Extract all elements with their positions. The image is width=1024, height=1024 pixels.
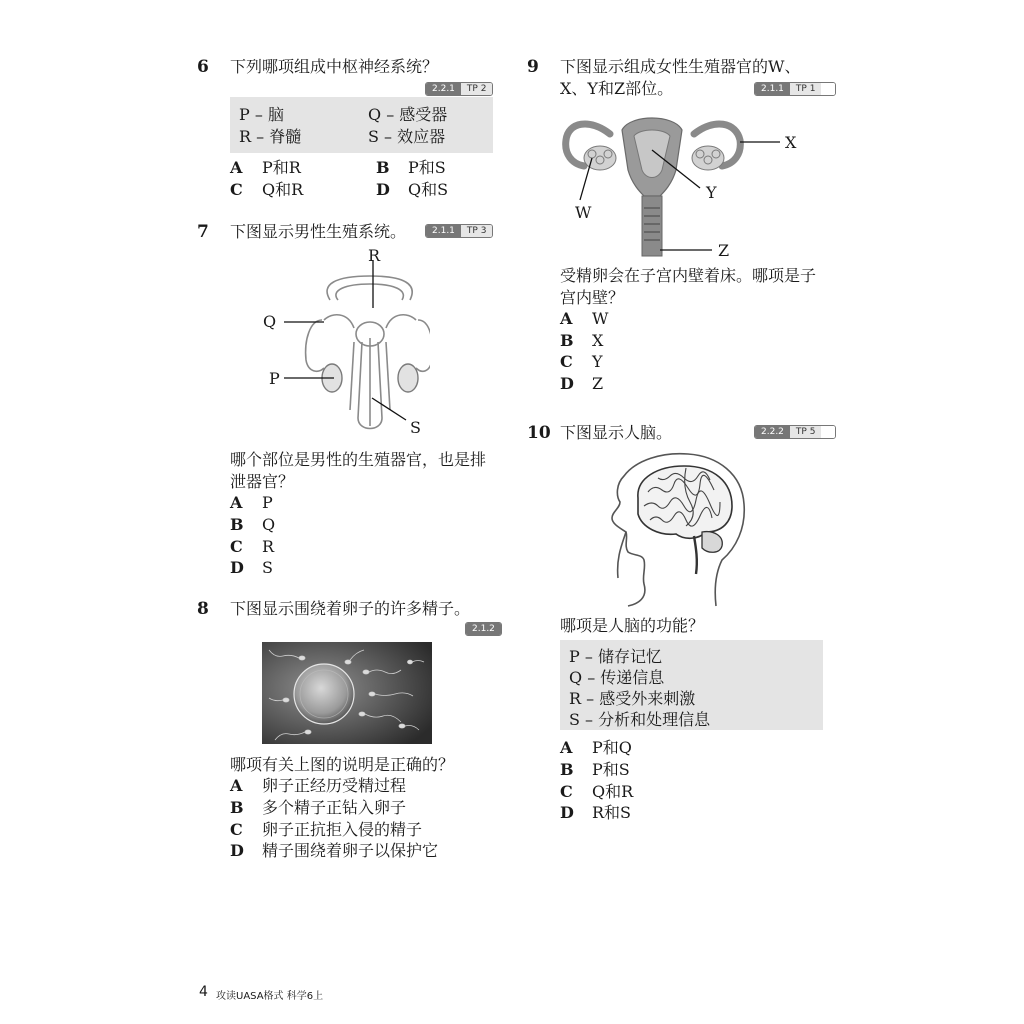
label-q: Q (263, 312, 277, 331)
statement-r: R – 脊髓 (239, 127, 302, 146)
tp-level: TP 2 (461, 83, 493, 95)
question-7-prompt-line-1: 哪个部位是男性的生殖器官，也是排 (230, 450, 487, 469)
question-10-option-a[interactable]: A P和Q (560, 738, 632, 757)
label-y: Y (706, 183, 717, 202)
statement-p: P – 储存记忆 (569, 647, 662, 666)
question-9-prompt-line-2: 宫内壁？ (560, 288, 625, 307)
syllabus-code: 2.2.2 (755, 426, 790, 438)
question-6-number: 6 (197, 57, 209, 77)
bladder-outline (327, 276, 412, 300)
question-6-option-d[interactable]: D Q和S (376, 180, 449, 199)
question-9-option-b[interactable]: B X (560, 331, 604, 350)
syllabus-code: 2.2.1 (426, 83, 461, 95)
question-10-option-c[interactable]: C Q和R (560, 782, 634, 801)
question-8-stem: 下图显示围绕着卵子的许多精子。 (230, 599, 471, 618)
question-9-option-a[interactable]: A W (560, 309, 609, 328)
question-10-statements-box (560, 640, 823, 730)
egg-and-sperm-photo (262, 642, 432, 744)
question-6-stem: 下列哪项组成中枢神经系统？ (230, 57, 439, 76)
page-number: 4 (199, 984, 208, 1000)
female-reproductive-system-diagram (560, 110, 800, 260)
book-title: 攻读UASA格式 科学6上 (216, 991, 324, 1002)
right-ovary (692, 146, 724, 170)
question-10-number: 10 (527, 423, 551, 443)
male-reproductive-system-diagram (258, 242, 430, 438)
right-testis (398, 364, 418, 392)
question-7-option-c[interactable]: C R (230, 537, 275, 556)
left-duct (306, 320, 324, 371)
question-9-prompt-line-1: 受精卵会在子宫内壁着床。哪项是子 (560, 266, 817, 285)
question-8-option-b[interactable]: B 多个精子正钻入卵子 (230, 798, 407, 817)
question-9-stem-line-1: 下图显示组成女性生殖器官的W、 (560, 57, 801, 76)
human-brain-illustration (598, 448, 758, 608)
tp-level: TP 3 (461, 225, 493, 237)
question-8-tag (465, 622, 502, 636)
label-s: S (410, 418, 421, 437)
question-9-option-c[interactable]: C Y (560, 352, 603, 371)
question-6-option-b[interactable]: B P和S (376, 158, 446, 177)
face-outline (626, 532, 645, 606)
question-7-option-d[interactable]: D S (230, 558, 273, 577)
question-7-tag (425, 224, 493, 238)
question-6-statements-box (230, 97, 493, 153)
tp-level: TP 5 (790, 426, 822, 438)
syllabus-code: 2.1.1 (755, 83, 790, 95)
question-9-number: 9 (527, 57, 539, 77)
brain-stem (694, 536, 697, 574)
question-7-number: 7 (197, 222, 209, 242)
egg-cell (294, 664, 354, 724)
question-8-prompt: 哪项有关上图的说明是正确的？ (230, 755, 455, 774)
label-w: W (575, 203, 592, 222)
label-x: X (785, 133, 797, 152)
left-shaft-line (350, 342, 354, 410)
question-10-prompt: 哪项是人脑的功能？ (560, 616, 705, 635)
label-p: P (269, 369, 280, 388)
question-8-option-a[interactable]: A 卵子正经历受精过程 (230, 776, 407, 795)
question-10-option-d[interactable]: D R和S (560, 803, 632, 822)
question-7-stem: 下图显示男性生殖系统。 (230, 222, 407, 241)
vagina (642, 196, 662, 256)
question-6-tag (425, 82, 493, 96)
vas-deferens (336, 284, 403, 300)
left-ovary (584, 146, 616, 170)
left-seminal-vesicle (324, 315, 354, 328)
question-10-option-b[interactable]: B P和S (560, 760, 630, 779)
question-9-option-d[interactable]: D Z (560, 374, 604, 393)
right-duct (416, 320, 430, 371)
statement-q: Q – 感受器 (368, 105, 448, 124)
statement-q: Q – 传递信息 (569, 668, 665, 687)
label-z: Z (718, 241, 730, 260)
question-8-option-c[interactable]: C 卵子正抗拒入侵的精子 (230, 820, 423, 839)
syllabus-code: 2.1.2 (466, 623, 501, 635)
right-shaft-line (386, 342, 390, 410)
syllabus-code: 2.1.1 (426, 225, 461, 237)
question-6-option-c[interactable]: C Q和R (230, 180, 304, 199)
question-10-tag (754, 425, 836, 439)
question-7-option-a[interactable]: A P (230, 493, 273, 512)
statement-s: S – 分析和处理信息 (569, 710, 711, 729)
question-7-option-b[interactable]: B Q (230, 515, 276, 534)
right-seminal-vesicle (386, 315, 416, 328)
question-9-tag (754, 82, 836, 96)
label-r: R (368, 246, 381, 265)
question-9-stem-line-2: X、Y和Z部位。 (560, 79, 674, 98)
cerebellum (702, 532, 722, 553)
question-6-option-a[interactable]: A P和R (230, 158, 301, 177)
question-8-option-d[interactable]: D 精子围绕着卵子以保护它 (230, 841, 439, 860)
statement-p: P – 脑 (239, 105, 284, 124)
tp-level: TP 1 (790, 83, 822, 95)
statement-r: R – 感受外来刺激 (569, 689, 696, 708)
statement-s: S – 效应器 (368, 127, 446, 146)
question-8-number: 8 (197, 599, 209, 619)
question-7-prompt-line-2: 泄器官？ (230, 472, 295, 491)
question-10-stem: 下图显示人脑。 (560, 423, 673, 442)
